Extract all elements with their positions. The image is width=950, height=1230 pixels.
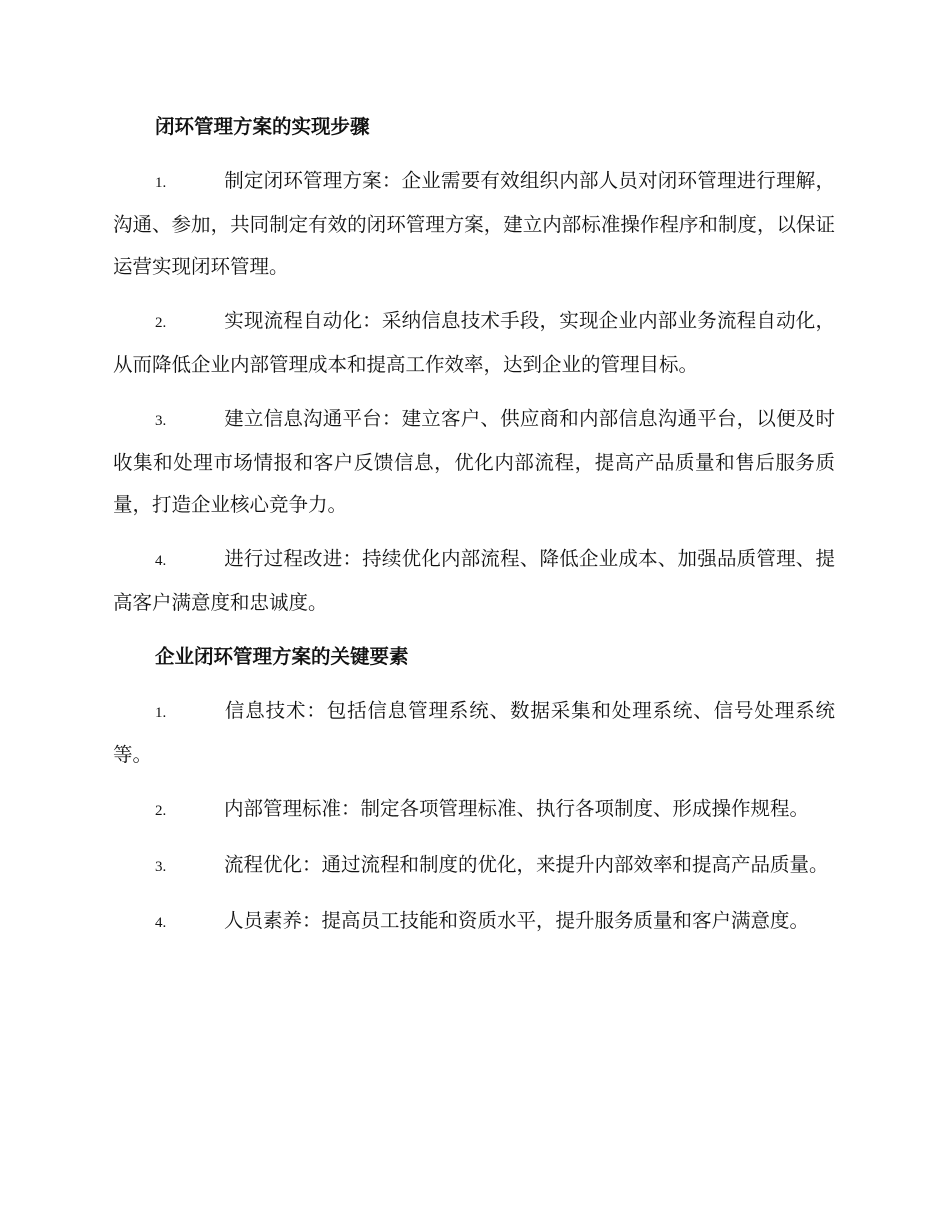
section-heading: 闭环管理方案的实现步骤 bbox=[155, 115, 370, 138]
list-item-text: 内部管理标准：制定各项管理标准、执行各项制度、形成操作规程。 bbox=[224, 797, 810, 820]
list-item bbox=[113, 160, 835, 288]
section-heading: 企业闭环管理方案的关键要素 bbox=[155, 645, 409, 668]
list-number: 2. bbox=[155, 803, 167, 819]
list-item bbox=[113, 844, 835, 888]
list-item-text: 人员素养：提高员工技能和资质水平，提升服务质量和客户满意度。 bbox=[224, 909, 810, 932]
list-number: 3. bbox=[155, 413, 167, 429]
list-item-text: 流程优化：通过流程和制度的优化，来提升内部效率和提高产品质量。 bbox=[224, 853, 829, 876]
list-item-text: 制定闭环管理方案：企业需要有效组织内部人员对闭环管理进行理解，沟通、参加，共同制定有效的闭环管理方案，建立内部标准操作程序和制度，以保证运营实现闭环管理。 bbox=[113, 169, 835, 278]
list-number: 3. bbox=[155, 859, 167, 875]
list-item-text: 进行过程改进：持续优化内部流程、降低企业成本、加强品质管理、提高客户满意度和忠诚度。 bbox=[113, 547, 835, 614]
list-item bbox=[113, 398, 835, 526]
list-item bbox=[113, 538, 835, 624]
list-number: 4. bbox=[155, 553, 167, 569]
document-body bbox=[113, 106, 835, 956]
list-item-text: 建立信息沟通平台：建立客户、供应商和内部信息沟通平台，以便及时收集和处理市场情报和客户反馈信息，优化内部流程，提高产品质量和售后服务质量，打造企业核心竞争力。 bbox=[113, 407, 835, 516]
list-number: 1. bbox=[155, 705, 167, 721]
list-item bbox=[113, 690, 835, 776]
list-number: 2. bbox=[155, 315, 167, 331]
list-item bbox=[113, 300, 835, 386]
list-item-text: 实现流程自动化：采纳信息技术手段，实现企业内部业务流程自动化，从而降低企业内部管理成本和提高工作效率，达到企业的管理目标。 bbox=[113, 309, 835, 376]
list-item bbox=[113, 900, 835, 944]
list-number: 1. bbox=[155, 175, 167, 191]
list-number: 4. bbox=[155, 915, 167, 931]
list-item-text: 信息技术：包括信息管理系统、数据采集和处理系统、信号处理系统等。 bbox=[113, 699, 835, 766]
list-item bbox=[113, 788, 835, 832]
section-key-elements bbox=[113, 636, 835, 944]
section-implementation-steps bbox=[113, 106, 835, 624]
